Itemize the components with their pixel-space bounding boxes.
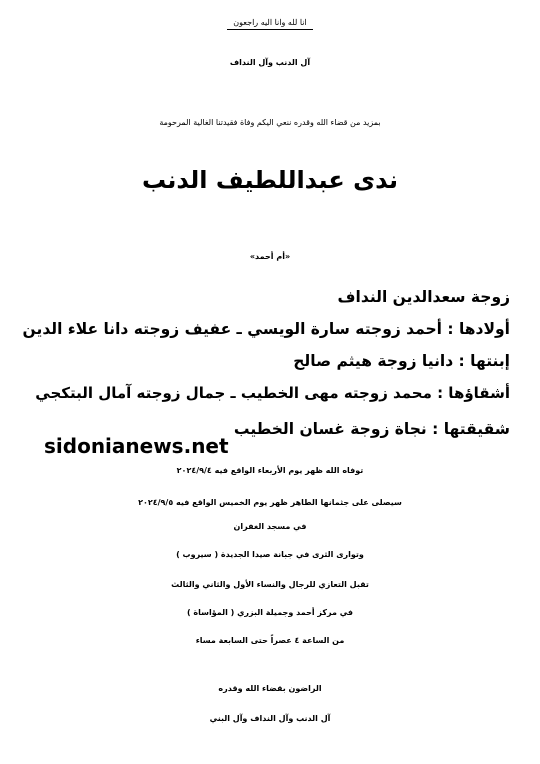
death-date-line: توفاه الله ظهر يوم الأربعاء الواقع فيه ٢٠٢٤/٩/٤ bbox=[176, 466, 364, 475]
closing-line-2: آل الدنب وآل النداف وآل البني bbox=[209, 714, 331, 723]
brothers-line: أشقاؤها : محمد زوجته مهى الخطيب ـ جمال زوجته آمال البتكجي bbox=[35, 384, 510, 402]
condolences-location-line: في مركز أحمد وجميلة البزري ( المؤاساة ) bbox=[186, 608, 354, 617]
condolences-hours-line: من الساعة ٤ عصراً حتى السابعة مساء bbox=[195, 636, 345, 645]
deceased-name: ندى عبداللطيف الدنب bbox=[142, 166, 398, 194]
prayer-line: سيصلى على جثمانها الطاهر ظهر يوم الخميس الواقع فيه ٢٠٢٤/٩/٥ bbox=[138, 498, 402, 507]
families-heading: آل الدنب وآل النداف bbox=[229, 58, 311, 67]
closing-line-1: الراضون بقضاء الله وقدره bbox=[218, 684, 322, 693]
burial-line: وتوارى الثرى في جبانة صيدا الجديدة ( سيروب ) bbox=[176, 550, 364, 559]
watermark-site: sidonianews.net bbox=[44, 434, 229, 458]
husband-line: زوجة سعدالدين النداف bbox=[337, 288, 510, 306]
condolences-line: تقبل التعازي للرجال والنساء الأول والثاني والثالث bbox=[171, 580, 369, 589]
deceased-nickname: «أم أحمد» bbox=[249, 252, 291, 261]
children-line: أولادها : أحمد زوجته سارة الويسي ـ عفيف زوجته دانا علاء الدين bbox=[22, 320, 510, 338]
quran-verse: انا لله وانا اليه راجعون bbox=[0, 18, 540, 27]
sister-line: شقيقتها : نجاة زوجة غسان الخطيب bbox=[233, 420, 510, 438]
intro-line: بمزيد من قضاء الله وقدره ننعي اليكم وفاة فقيدتنا الغالية المرحومة bbox=[159, 118, 381, 127]
mosque-line: في مسجد الغفران bbox=[233, 522, 307, 531]
daughter-line: إبنتها : دانيا زوجة هيثم صالح bbox=[293, 352, 510, 370]
